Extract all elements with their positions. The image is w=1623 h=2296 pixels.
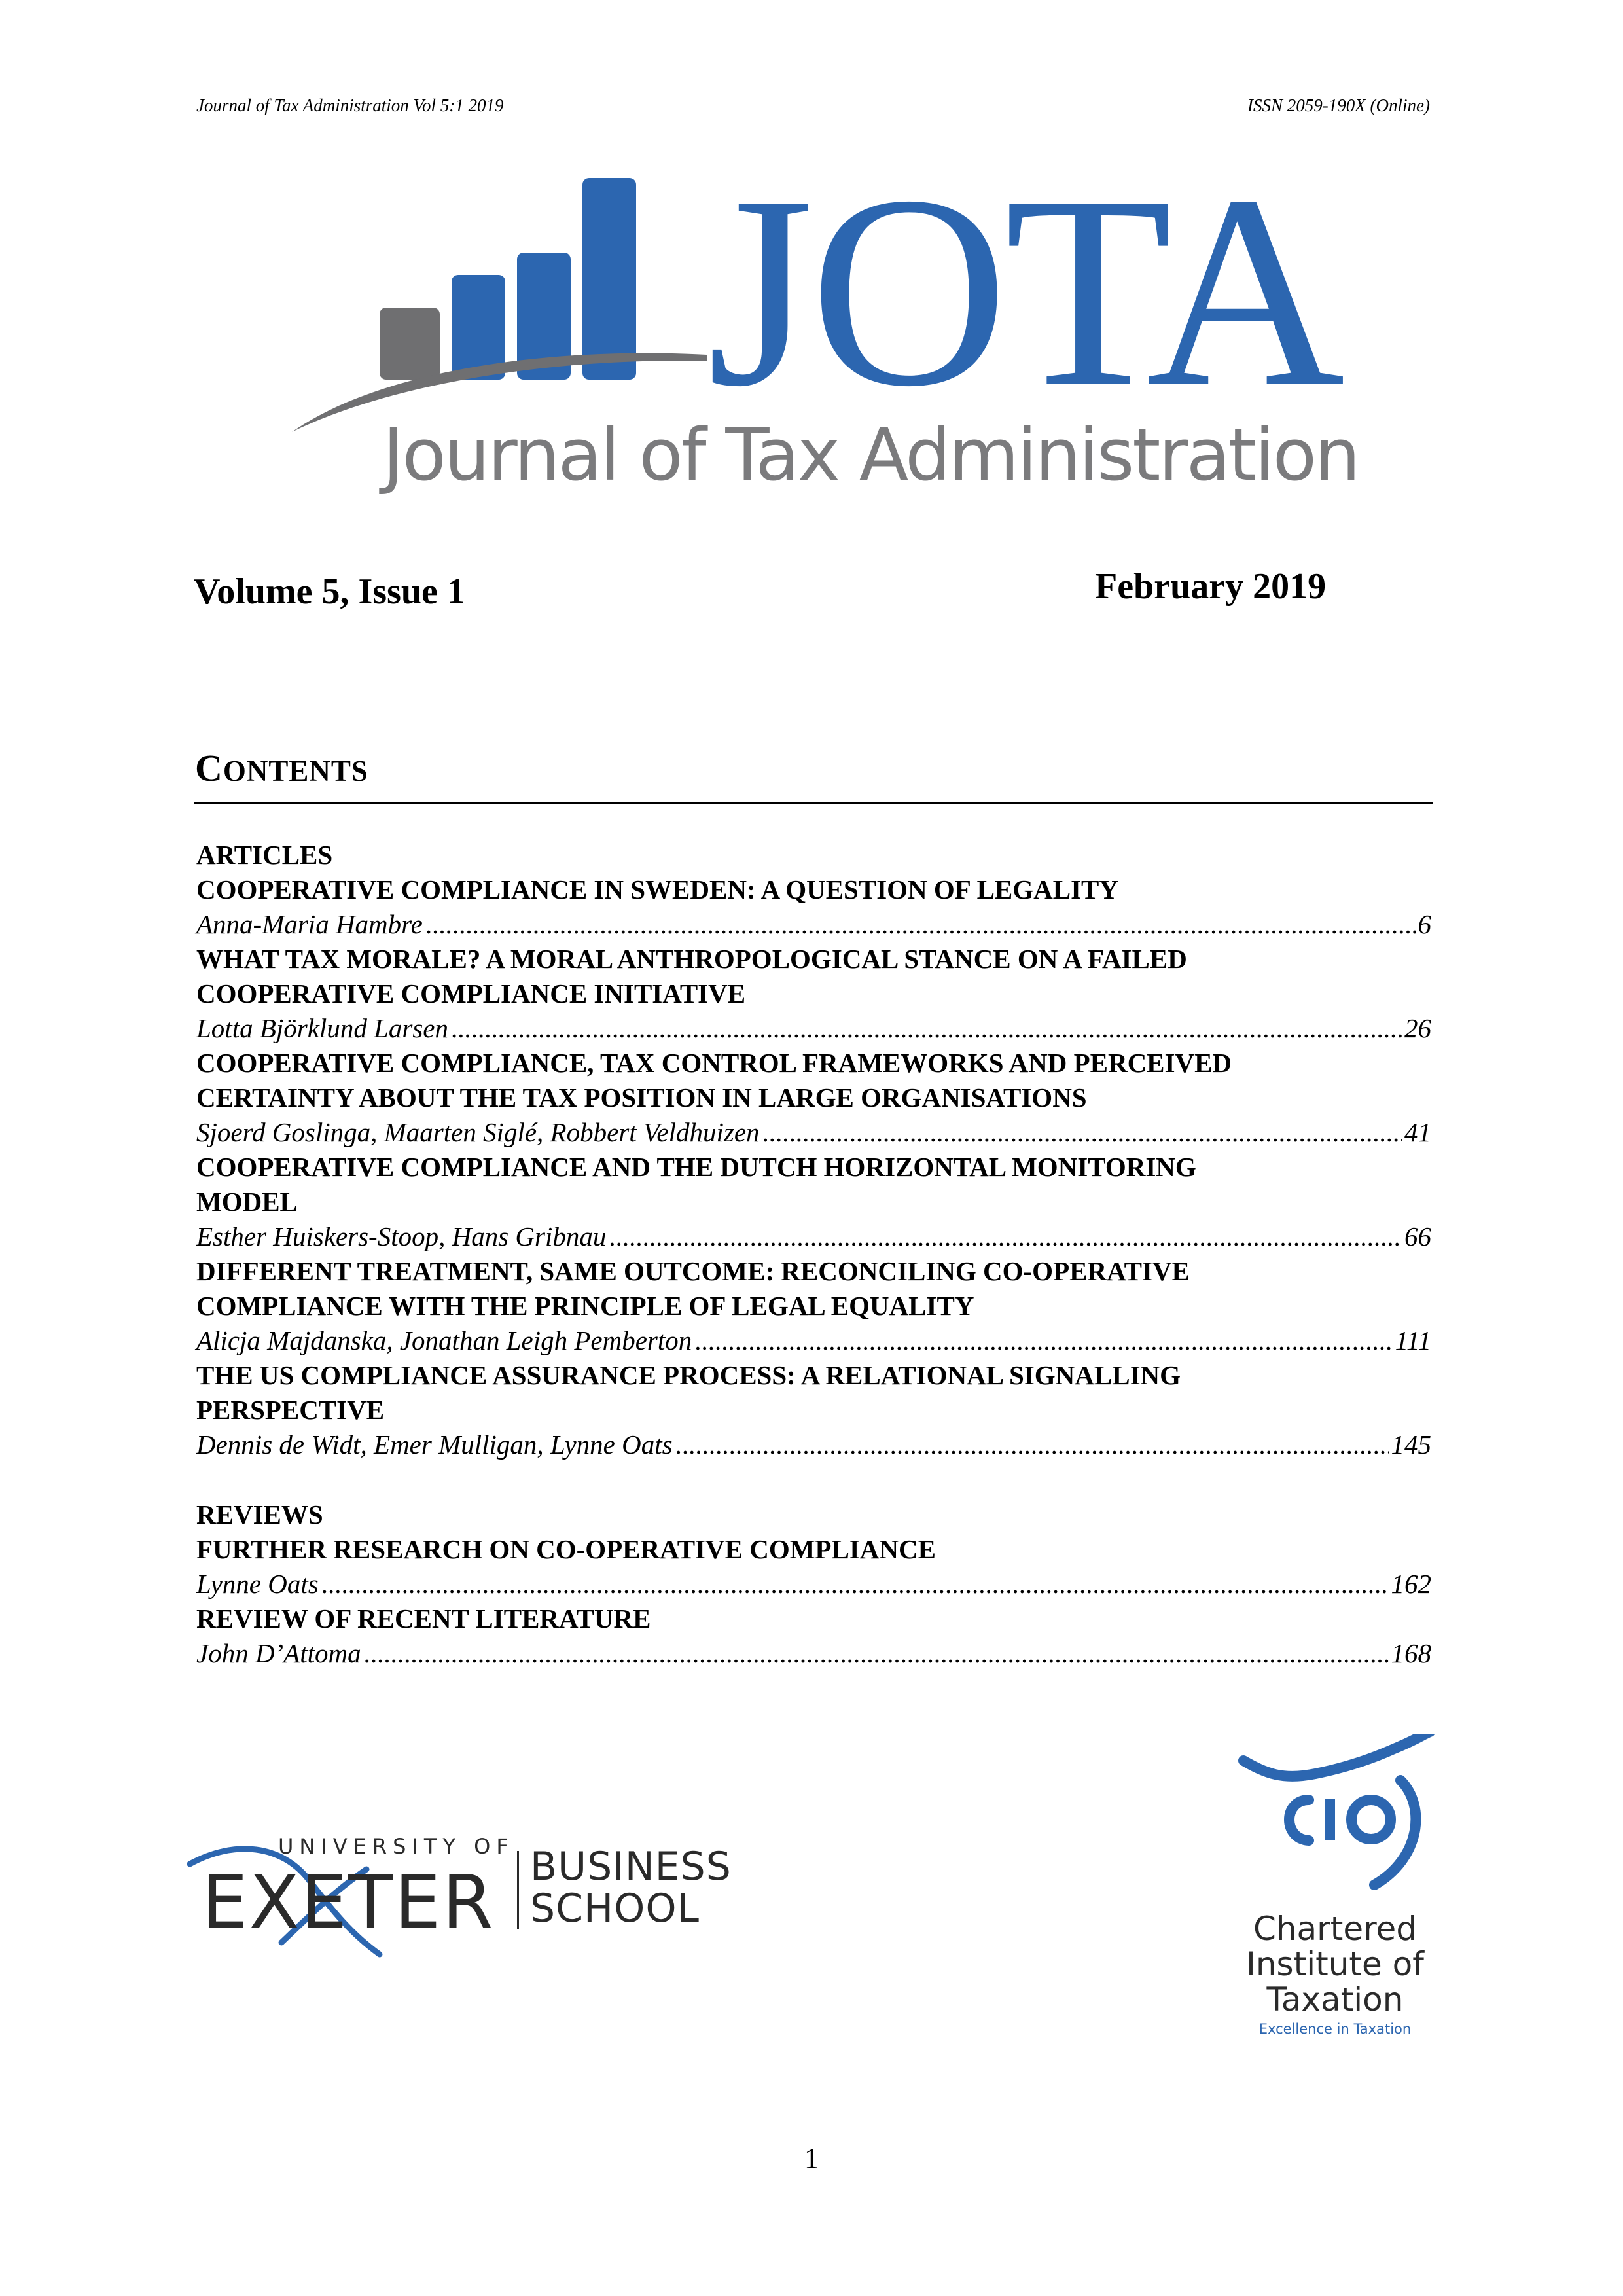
exeter-unit-line2: SCHOOL xyxy=(530,1886,700,1931)
toc-entry[interactable] xyxy=(196,1532,1431,1602)
article-page: 111 xyxy=(1395,1325,1431,1355)
toc-entry[interactable] xyxy=(196,1254,1431,1358)
contents-heading xyxy=(195,746,368,790)
ciot-name-line3: Taxation xyxy=(1266,1981,1404,2018)
toc-entry[interactable] xyxy=(196,1602,1431,1671)
review-title: FURTHER RESEARCH ON CO-OPERATIVE COMPLIANCE xyxy=(196,1534,936,1564)
article-title: COOPERATIVE COMPLIANCE AND THE DUTCH HORIZONTAL MONITORING xyxy=(196,1152,1196,1182)
article-title-continued: COMPLIANCE WITH THE PRINCIPLE OF LEGAL EQUALITY xyxy=(196,1291,974,1321)
review-authors: John D’Attoma xyxy=(196,1638,361,1668)
exeter-university-of: UNIVERSITY OF xyxy=(278,1834,514,1859)
issue-date: February 2019 xyxy=(1095,566,1327,607)
article-title-continued: PERSPECTIVE xyxy=(196,1395,385,1425)
exeter-business-school-logo xyxy=(183,1826,732,1977)
dot-leader xyxy=(762,1115,1402,1150)
article-authors: Esther Huiskers-Stoop, Hans Gribnau xyxy=(196,1221,607,1251)
article-authors: Dennis de Widt, Emer Mulligan, Lynne Oats xyxy=(196,1429,673,1460)
article-authors: Sjoerd Goslinga, Maarten Siglé, Robbert Veldhuizen xyxy=(196,1117,760,1147)
article-authors: Alicja Majdanska, Jonathan Leigh Pemberton xyxy=(196,1325,692,1355)
section-label-articles: ARTICLES xyxy=(196,840,333,870)
dot-leader xyxy=(321,1567,1389,1602)
article-title-continued: COOPERATIVE COMPLIANCE INITIATIVE xyxy=(196,978,746,1009)
exeter-unit xyxy=(530,1846,732,1929)
journal-full-name: Journal of Tax Administration xyxy=(383,413,1359,497)
article-page: 26 xyxy=(1404,1013,1431,1043)
ciot-tagline: Excellence in Taxation xyxy=(1258,2021,1412,2037)
exeter-unit-line1: BUSINESS xyxy=(530,1844,732,1890)
dot-leader xyxy=(675,1427,1389,1462)
dot-leader xyxy=(694,1323,1392,1358)
review-authors: Lynne Oats xyxy=(196,1569,319,1599)
article-title-continued: CERTAINTY ABOUT THE TAX POSITION IN LARGE ORGANISATIONS xyxy=(196,1083,1087,1113)
article-authors: Lotta Björklund Larsen xyxy=(196,1013,448,1043)
ciot-name-line1: Chartered xyxy=(1253,1910,1418,1948)
contents-heading-initial: C xyxy=(195,747,223,789)
review-page: 168 xyxy=(1391,1638,1431,1668)
section-label-reviews: REVIEWS xyxy=(196,1499,323,1530)
toc-entry[interactable] xyxy=(196,942,1431,1046)
exeter-name: EXETER xyxy=(202,1860,495,1945)
article-page: 41 xyxy=(1404,1117,1431,1147)
article-page: 145 xyxy=(1391,1429,1431,1460)
review-page: 162 xyxy=(1391,1569,1431,1599)
contents-rule xyxy=(194,802,1433,804)
dot-leader xyxy=(609,1219,1402,1254)
article-authors: Anna-Maria Hambre xyxy=(196,909,423,939)
article-title-continued: MODEL xyxy=(196,1187,298,1217)
article-title: DIFFERENT TREATMENT, SAME OUTCOME: RECONCILING CO-OPERATIVE xyxy=(196,1256,1190,1286)
jota-wordmark: JOTA xyxy=(707,139,1341,443)
article-title: THE US COMPLIANCE ASSURANCE PROCESS: A RELATIONAL SIGNALLING xyxy=(196,1360,1181,1390)
toc-entry[interactable] xyxy=(196,872,1431,942)
dot-leader xyxy=(425,907,1416,942)
ciot-owl-mark-icon xyxy=(1204,1734,1466,1905)
volume-issue: Volume 5, Issue 1 xyxy=(194,571,465,612)
article-title: COOPERATIVE COMPLIANCE IN SWEDEN: A QUESTION OF LEGALITY xyxy=(196,874,1119,905)
contents-heading-rest: ONTENTS xyxy=(223,755,368,787)
review-title: REVIEW OF RECENT LITERATURE xyxy=(196,1604,651,1634)
ciot-name xyxy=(1204,1911,1466,2017)
toc-entry[interactable] xyxy=(196,1358,1431,1462)
article-title: WHAT TAX MORALE? A MORAL ANTHROPOLOGICAL STANCE ON A FAILED xyxy=(196,944,1187,974)
article-title: COOPERATIVE COMPLIANCE, TAX CONTROL FRAMEWORKS AND PERCEIVED xyxy=(196,1048,1232,1078)
ciot-name-line2: Institute of xyxy=(1246,1945,1424,1983)
article-page: 6 xyxy=(1418,909,1431,939)
toc-entry[interactable] xyxy=(196,1150,1431,1254)
table-of-contents xyxy=(196,838,1431,1671)
exeter-divider xyxy=(517,1851,519,1929)
jota-bar-chart-logo-icon xyxy=(288,170,707,445)
running-header-journal: Journal of Tax Administration Vol 5:1 2019 xyxy=(196,96,504,115)
article-page: 66 xyxy=(1404,1221,1431,1251)
page-number: 1 xyxy=(804,2142,819,2174)
toc-entry[interactable] xyxy=(196,1046,1431,1150)
section-gap xyxy=(196,1462,1431,1498)
dot-leader xyxy=(451,1011,1402,1046)
dot-leader xyxy=(364,1636,1389,1671)
running-header-issn: ISSN 2059-190X (Online) xyxy=(1247,96,1430,115)
ciot-logo xyxy=(1204,1734,1466,2042)
